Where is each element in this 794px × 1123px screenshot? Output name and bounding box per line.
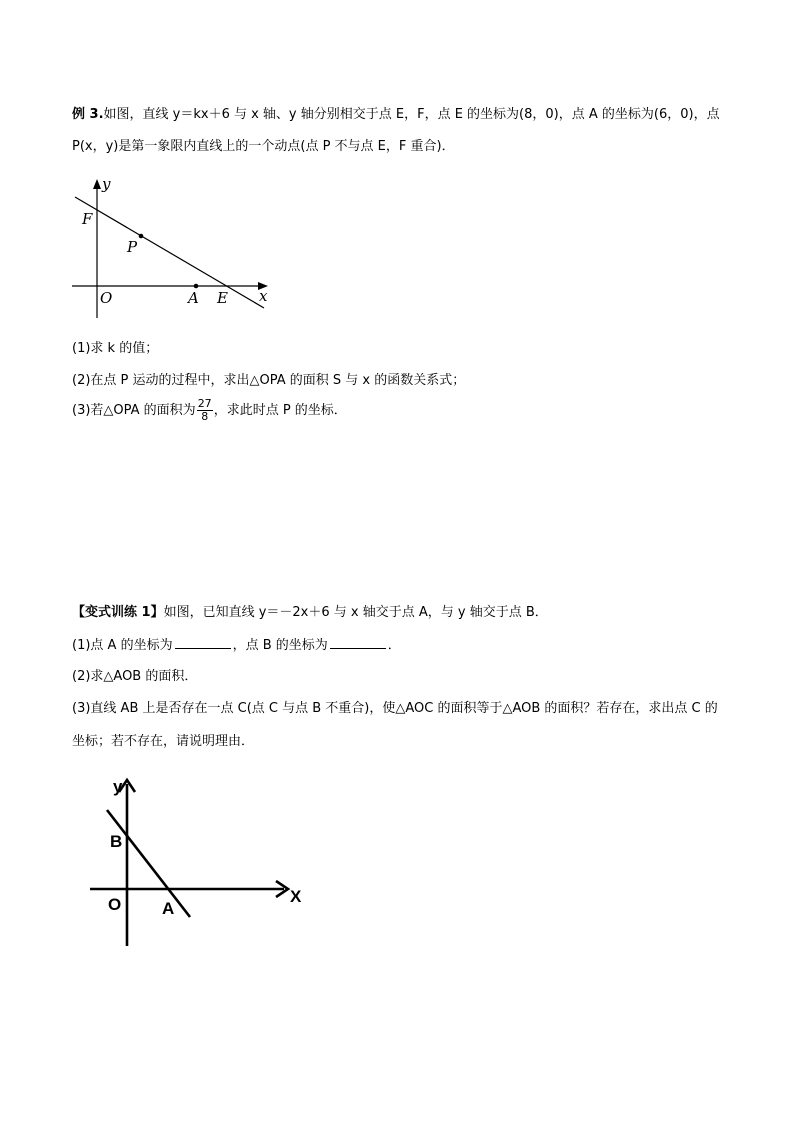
example3-q3-post: ，求此时点 P 的坐标． bbox=[213, 403, 347, 418]
example3-figure bbox=[60, 170, 290, 330]
label-x: X bbox=[290, 887, 302, 906]
variant1-q2: (2)求△AOB 的面积． bbox=[72, 669, 198, 684]
example3-q3-pre: (3)若△OPA 的面积为 bbox=[72, 403, 196, 418]
point-p bbox=[139, 234, 144, 239]
variant1-q1 bbox=[72, 634, 401, 653]
variant1-figure bbox=[80, 770, 340, 960]
variant1-q1-b: ，点 B 的坐标为 bbox=[232, 638, 328, 653]
example3-line2: P(x，y)是第一象限内直线上的一个动点(点 P 不与点 E，F 重合)． bbox=[72, 139, 455, 154]
example3-q3 bbox=[72, 396, 347, 426]
label-y: y bbox=[113, 777, 123, 796]
label-f: F bbox=[82, 210, 93, 228]
fraction bbox=[197, 398, 213, 423]
label-x: x bbox=[259, 287, 268, 305]
point-a bbox=[194, 284, 199, 289]
label-p: P bbox=[127, 238, 138, 256]
fraction-denominator: 8 bbox=[201, 410, 209, 423]
label-e: E bbox=[217, 289, 228, 307]
label-a: A bbox=[188, 289, 199, 307]
variant1-intro-line bbox=[72, 601, 548, 620]
label-a: A bbox=[162, 899, 175, 918]
label-y: y bbox=[102, 175, 111, 193]
answer-blank-b bbox=[330, 636, 386, 649]
variant1-label: 【变式训练 1】 bbox=[72, 605, 164, 620]
variant1-q3-line1: (3)直线 AB 上是否存在一点 C(点 C 与点 B 不重合)，使△AOC 的面积等于△AOB 的面积？若存在，求出点 C 的 bbox=[72, 701, 718, 716]
label-b: B bbox=[110, 832, 123, 851]
label-o: O bbox=[100, 289, 113, 307]
fraction-numerator: 27 bbox=[197, 397, 212, 410]
variant1-q1-a: (1)点 A 的坐标为 bbox=[72, 638, 173, 653]
variant1-q3-line2: 坐标；若不存在，请说明理由． bbox=[72, 734, 255, 749]
example3-label: 例 3. bbox=[72, 107, 104, 122]
variant1-intro: 如图，已知直线 y＝－2x＋6 与 x 轴交于点 A，与 y 轴交于点 B． bbox=[163, 605, 548, 620]
example3-statement: 如图，直线 y＝kx＋6 与 x 轴、y 轴分别相交于点 E，F，点 E 的坐标为(8，0)，点 A 的坐标为(6，0)，点 bbox=[103, 107, 720, 122]
answer-blank-a bbox=[175, 636, 231, 649]
example3-q2: (2)在点 P 运动的过程中，求出△OPA 的面积 S 与 x 的函数关系式； bbox=[72, 373, 466, 388]
example3-q1: (1)求 k 的值； bbox=[72, 341, 159, 356]
example3-line1 bbox=[72, 103, 720, 122]
label-o: O bbox=[108, 895, 122, 914]
variant1-q1-c: ． bbox=[387, 638, 401, 653]
y-axis-arrow-icon bbox=[93, 179, 101, 189]
